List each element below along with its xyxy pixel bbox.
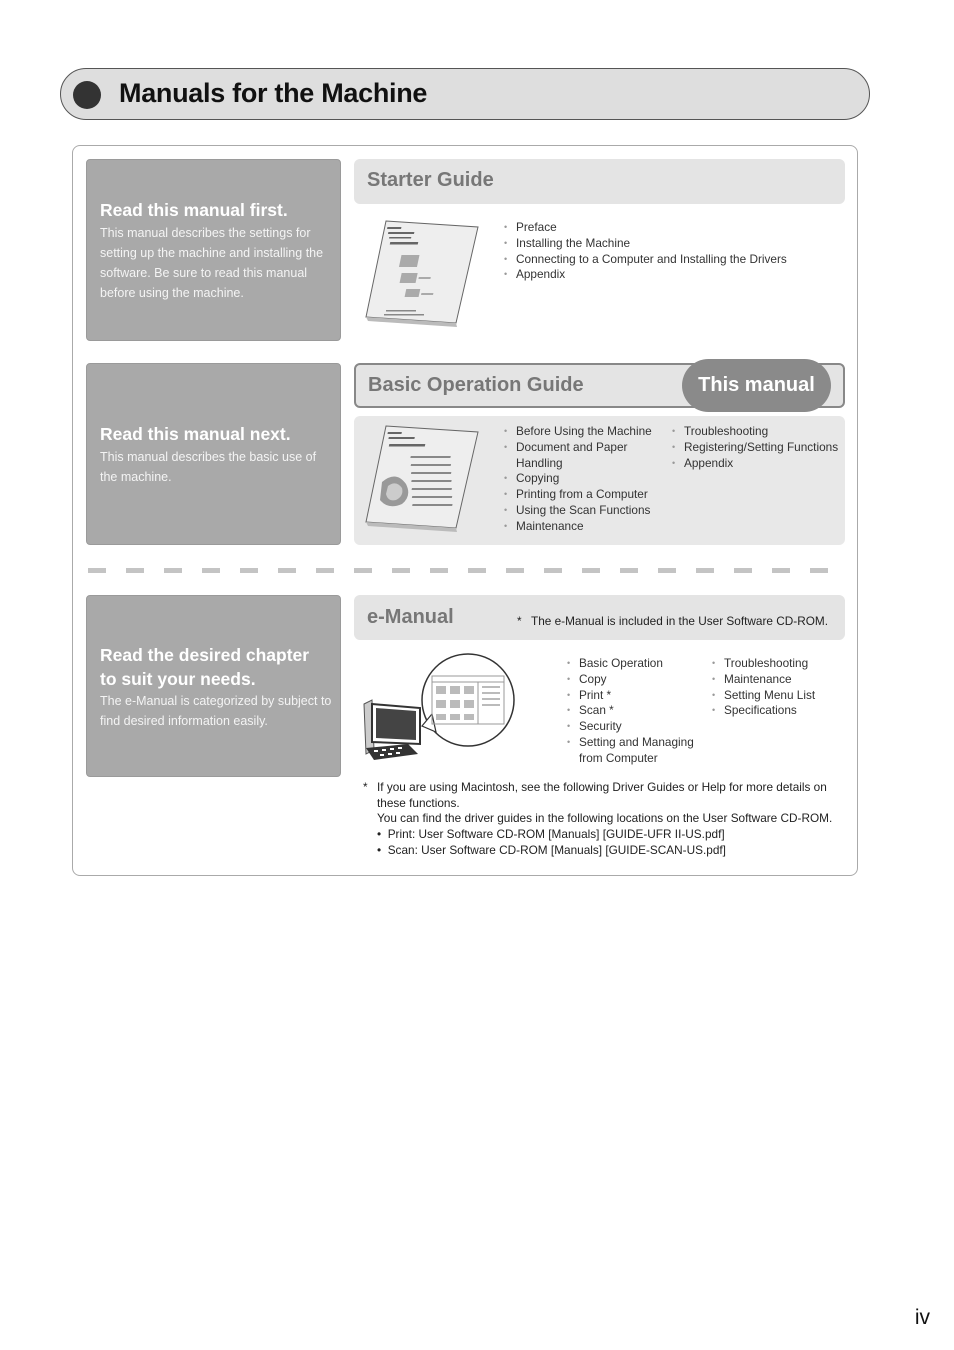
list-item: • Troubleshooting	[712, 656, 842, 672]
list-item: • Before Using the Machine	[504, 424, 664, 440]
starter-guide-title: Starter Guide	[367, 169, 494, 191]
list-item: • Basic Operation	[567, 656, 707, 672]
basic-guide-contents-col2	[672, 424, 842, 471]
list-item: • Installing the Machine	[504, 236, 834, 252]
list-item: • Copying	[504, 471, 664, 487]
list-item: • Document and Paper Handling	[504, 440, 664, 472]
emanual-lead-heading-line1: Read the desired chapter	[100, 645, 310, 665]
section-divider	[88, 568, 844, 573]
starter-lead-heading: Read this manual first.	[100, 200, 288, 220]
list-item: • Appendix	[672, 456, 842, 472]
list-item: • Specifications	[712, 703, 842, 719]
list-item: • Setting and Managing from Computer	[567, 735, 707, 767]
section-title-bar	[60, 68, 870, 120]
basic-lead-heading: Read this manual next.	[100, 424, 291, 444]
list-item: • Printing from a Computer	[504, 487, 664, 503]
starter-guide-book-icon	[362, 215, 482, 327]
emanual-header-note: The e-Manual is included in the User Software CD-ROM.	[531, 614, 829, 628]
emanual-computer-icon	[360, 652, 520, 764]
list-item: • Registering/Setting Functions	[672, 440, 842, 456]
emanual-contents-col2	[712, 656, 842, 719]
starter-lead-text: This manual describes the settings for setting up the machine and installing the software. Be sure to read this manual before using the machine.	[100, 226, 324, 300]
emanual-contents-col1	[567, 656, 707, 767]
list-item: • Setting Menu List	[712, 688, 842, 704]
footnote-mark: *	[363, 780, 368, 794]
footnote-bullet-1: • Print: User Software CD-ROM [Manuals] [GUIDE-UFR II-US.pdf]	[377, 827, 725, 841]
list-item: • Scan *	[567, 703, 707, 719]
starter-guide-header	[354, 159, 845, 204]
footnote-line1: If you are using Macintosh, see the following Driver Guides or Help for more details on these functions.	[377, 780, 827, 810]
list-item: • Troubleshooting	[672, 424, 842, 440]
list-item: • Connecting to a Computer and Installing the Drivers	[504, 252, 834, 268]
emanual-lead-text: The e-Manual is categorized by subject to find desired information easily.	[100, 694, 332, 728]
list-item: • Copy	[567, 672, 707, 688]
list-item: • Security	[567, 719, 707, 735]
list-item: • Print *	[567, 688, 707, 704]
list-item: • Maintenance	[712, 672, 842, 688]
basic-guide-contents-col1	[504, 424, 664, 535]
list-item: • Appendix	[504, 267, 834, 283]
starter-guide-contents	[504, 220, 834, 283]
emanual-lead-box	[86, 595, 341, 777]
basic-lead-text: This manual describes the basic use of the machine.	[100, 450, 317, 484]
basic-guide-title: Basic Operation Guide	[368, 374, 584, 396]
emanual-note-mark: *	[517, 614, 522, 628]
footnote-bullet-2-text: Scan: User Software CD-ROM [Manuals] [GUIDE-SCAN-US.pdf]	[387, 843, 726, 857]
list-item: • Maintenance	[504, 519, 664, 535]
footnote-bullet-2: • Scan: User Software CD-ROM [Manuals] [GUIDE-SCAN-US.pdf]	[377, 843, 726, 857]
bullet-circle-icon	[73, 81, 101, 109]
basic-lead-box	[86, 363, 341, 545]
page-title: Manuals for the Machine	[119, 78, 428, 108]
emanual-title: e-Manual	[367, 606, 454, 628]
basic-guide-book-icon	[362, 422, 482, 534]
footnote-line2: You can find the driver guides in the following locations on the User Software CD-ROM.	[377, 811, 833, 825]
list-item: • Using the Scan Functions	[504, 503, 664, 519]
list-item: • Preface	[504, 220, 834, 236]
emanual-lead-heading-line2: to suit your needs.	[100, 669, 256, 689]
page-number: iv	[914, 1306, 930, 1329]
this-manual-badge: This manual	[682, 359, 831, 412]
emanual-header	[354, 595, 845, 640]
starter-lead-box	[86, 159, 341, 341]
footnote-bullet-1-text: Print: User Software CD-ROM [Manuals] [GUIDE-UFR II-US.pdf]	[387, 827, 725, 841]
